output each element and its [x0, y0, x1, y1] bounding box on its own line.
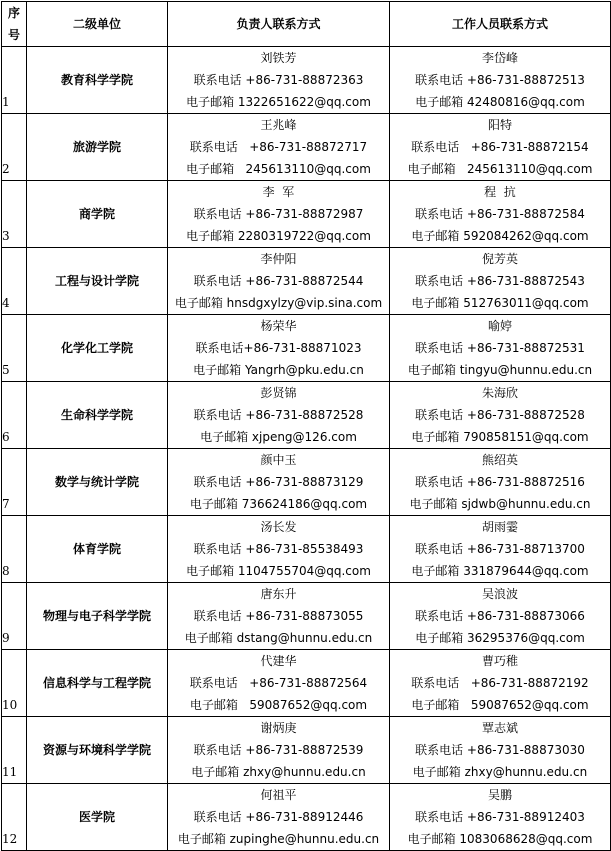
- staff-phone: 联系电话 +86-731-88872154: [411, 140, 589, 154]
- leader-phone: 联系电话 +86-731-88872539: [193, 743, 364, 757]
- staff-name: 朱海欣: [481, 386, 518, 400]
- staff-email: 电子邮箱 sjdwb@hunnu.edu.cn: [409, 497, 591, 511]
- header-leader: 负责人联系方式: [168, 2, 390, 47]
- leader-name: 李 军: [262, 185, 295, 199]
- staff-contact: [390, 47, 611, 114]
- leader-name: 代建华: [260, 654, 297, 668]
- leader-email: 电子邮箱 Yangrh@pku.edu.cn: [193, 363, 364, 377]
- staff-name: 程 抗: [484, 185, 516, 199]
- unit-name: 生命科学学院: [27, 382, 168, 449]
- staff-email: 电子邮箱 tingyu@hunnu.edu.cn: [407, 363, 593, 377]
- leader-phone: 联系电话 +86-731-85538493: [193, 542, 364, 556]
- leader-phone: 联系电话 +86-731-88872544: [193, 274, 364, 288]
- staff-phone: 联系电话 +86-731-88872543: [415, 274, 585, 288]
- header-seq-line1: 序: [7, 6, 20, 20]
- staff-contact: [390, 315, 611, 382]
- leader-name: 谢炳庚: [260, 721, 297, 735]
- leader-name: 唐东升: [260, 587, 297, 601]
- staff-contact: [390, 114, 611, 181]
- row-number: 2: [2, 114, 27, 181]
- staff-email: 电子邮箱 1083068628@qq.com: [407, 832, 593, 846]
- staff-email: 电子邮箱 59087652@qq.com: [411, 698, 589, 712]
- leader-phone: 联系电话 +86-731-88873129: [193, 475, 364, 489]
- leader-contact: [168, 650, 390, 717]
- leader-name: 李仲阳: [260, 252, 297, 266]
- table-row: [2, 650, 611, 717]
- unit-name: 资源与环境科学学院: [27, 717, 168, 784]
- leader-contact: [168, 516, 390, 583]
- leader-contact: [168, 717, 390, 784]
- staff-name: 覃志斌: [481, 721, 518, 735]
- leader-name: 汤长发: [260, 520, 297, 534]
- staff-name: 胡雨霎: [481, 520, 518, 534]
- staff-contact: [390, 784, 611, 851]
- leader-phone: 联系电话 +86-731-88872528: [193, 408, 364, 422]
- leader-name: 颜中玉: [260, 453, 297, 467]
- unit-name: 信息科学与工程学院: [27, 650, 168, 717]
- staff-phone: 联系电话 +86-731-88872584: [415, 207, 585, 221]
- table-row: [2, 784, 611, 851]
- table-row: [2, 248, 611, 315]
- leader-contact: [168, 583, 390, 650]
- table-row: [2, 315, 611, 382]
- staff-phone: 联系电话 +86-731-88912403: [415, 810, 585, 824]
- row-number: 5: [2, 315, 27, 382]
- unit-name: 工程与设计学院: [27, 248, 168, 315]
- table-row: [2, 47, 611, 114]
- staff-email: 电子邮箱 512763011@qq.com: [411, 296, 589, 310]
- table-row: [2, 382, 611, 449]
- staff-contact: [390, 248, 611, 315]
- staff-email: 电子邮箱 331879644@qq.com: [411, 564, 589, 578]
- staff-name: 阳特: [487, 118, 512, 132]
- leader-email: 电子邮箱 hnsdgxylzy@vip.sina.com: [174, 296, 383, 310]
- table-row: [2, 516, 611, 583]
- leader-email: 电子邮箱 2280319722@qq.com: [186, 229, 371, 243]
- table-row: [2, 717, 611, 784]
- row-number: 4: [2, 248, 27, 315]
- row-number: 11: [2, 717, 27, 784]
- staff-contact: [390, 650, 611, 717]
- table-body: [2, 47, 611, 851]
- leader-email: 电子邮箱 zhxy@hunnu.edu.cn: [191, 765, 366, 779]
- leader-email: 电子邮箱 1322651622@qq.com: [186, 95, 371, 109]
- unit-name: 旅游学院: [27, 114, 168, 181]
- leader-email: 电子邮箱 zupinghe@hunnu.edu.cn: [177, 832, 380, 846]
- table-row: [2, 583, 611, 650]
- staff-email: 电子邮箱 42480816@qq.com: [415, 95, 585, 109]
- header-seq: [2, 2, 27, 47]
- leader-email: 电子邮箱 xjpeng@126.com: [200, 430, 357, 444]
- leader-contact: [168, 181, 390, 248]
- unit-name: 医学院: [27, 784, 168, 851]
- row-number: 1: [2, 47, 27, 114]
- leader-contact: [168, 784, 390, 851]
- staff-name: 李岱峰: [481, 51, 518, 65]
- staff-contact: [390, 449, 611, 516]
- row-number: 3: [2, 181, 27, 248]
- unit-name: 体育学院: [27, 516, 168, 583]
- leader-email: 电子邮箱 736624186@qq.com: [189, 497, 368, 511]
- leader-email: 电子邮箱 245613110@qq.com: [186, 162, 371, 176]
- leader-name: 王兆峰: [260, 118, 297, 132]
- leader-name: 刘铁芳: [260, 51, 297, 65]
- staff-email: 电子邮箱 790858151@qq.com: [411, 430, 589, 444]
- header-row: [2, 2, 611, 47]
- row-number: 6: [2, 382, 27, 449]
- staff-contact: [390, 181, 611, 248]
- header-staff: 工作人员联系方式: [390, 2, 611, 47]
- leader-contact: [168, 382, 390, 449]
- unit-name: 化学化工学院: [27, 315, 168, 382]
- staff-contact: [390, 382, 611, 449]
- leader-phone: 联系电话 +86-731-88872363: [193, 73, 364, 87]
- header-seq-line2: 号: [7, 28, 20, 42]
- staff-email: 电子邮箱 245613110@qq.com: [407, 162, 593, 176]
- unit-name: 商学院: [27, 181, 168, 248]
- leader-email: 电子邮箱 1104755704@qq.com: [186, 564, 371, 578]
- leader-phone: 联系电话+86-731-88871023: [195, 341, 362, 355]
- leader-contact: [168, 315, 390, 382]
- header-unit: 二级单位: [27, 2, 168, 47]
- staff-phone: 联系电话 +86-731-88872192: [411, 676, 589, 690]
- staff-contact: [390, 583, 611, 650]
- unit-name: 物理与电子科学学院: [27, 583, 168, 650]
- staff-email: 电子邮箱 592084262@qq.com: [411, 229, 589, 243]
- leader-name: 何祖平: [260, 788, 297, 802]
- unit-name: 数学与统计学院: [27, 449, 168, 516]
- staff-name: 倪芳英: [481, 252, 518, 266]
- table-row: [2, 114, 611, 181]
- staff-phone: 联系电话 +86-731-88872513: [415, 73, 585, 87]
- row-number: 7: [2, 449, 27, 516]
- staff-name: 喻婷: [487, 319, 512, 333]
- staff-contact: [390, 516, 611, 583]
- leader-name: 彭贤锦: [260, 386, 297, 400]
- leader-phone: 联系电话 +86-731-88873055: [193, 609, 364, 623]
- row-number: 12: [2, 784, 27, 851]
- leader-email: 电子邮箱 59087652@qq.com: [189, 698, 368, 712]
- staff-contact: [390, 717, 611, 784]
- staff-email: 电子邮箱 zhxy@hunnu.edu.cn: [412, 765, 588, 779]
- leader-phone: 联系电话 +86-731-88872987: [193, 207, 364, 221]
- table-row: [2, 449, 611, 516]
- unit-name: 教育科学学院: [27, 47, 168, 114]
- leader-contact: [168, 449, 390, 516]
- staff-phone: 联系电话 +86-731-88872528: [415, 408, 585, 422]
- table-row: [2, 181, 611, 248]
- leader-phone: 联系电话 +86-731-88912446: [193, 810, 364, 824]
- staff-name: 曹巧稚: [481, 654, 518, 668]
- row-number: 9: [2, 583, 27, 650]
- leader-email: 电子邮箱 dstang@hunnu.edu.cn: [184, 631, 373, 645]
- staff-name: 吴浪波: [481, 587, 518, 601]
- staff-phone: 联系电话 +86-731-88873066: [415, 609, 585, 623]
- staff-phone: 联系电话 +86-731-88872516: [415, 475, 585, 489]
- leader-contact: [168, 114, 390, 181]
- row-number: 8: [2, 516, 27, 583]
- staff-phone: 联系电话 +86-731-88873030: [415, 743, 585, 757]
- staff-email: 电子邮箱 36295376@qq.com: [415, 631, 585, 645]
- staff-phone: 联系电话 +86-731-88713700: [415, 542, 585, 556]
- leader-phone: 联系电话 +86-731-88872564: [189, 676, 368, 690]
- staff-name: 吴鹏: [487, 788, 512, 802]
- leader-contact: [168, 248, 390, 315]
- leader-contact: [168, 47, 390, 114]
- row-number: 10: [2, 650, 27, 717]
- staff-name: 熊绍英: [481, 453, 518, 467]
- contacts-table: [1, 1, 611, 851]
- staff-phone: 联系电话 +86-731-88872531: [415, 341, 585, 355]
- leader-name: 杨荣华: [260, 319, 297, 333]
- leader-phone: 联系电话 +86-731-88872717: [189, 140, 368, 154]
